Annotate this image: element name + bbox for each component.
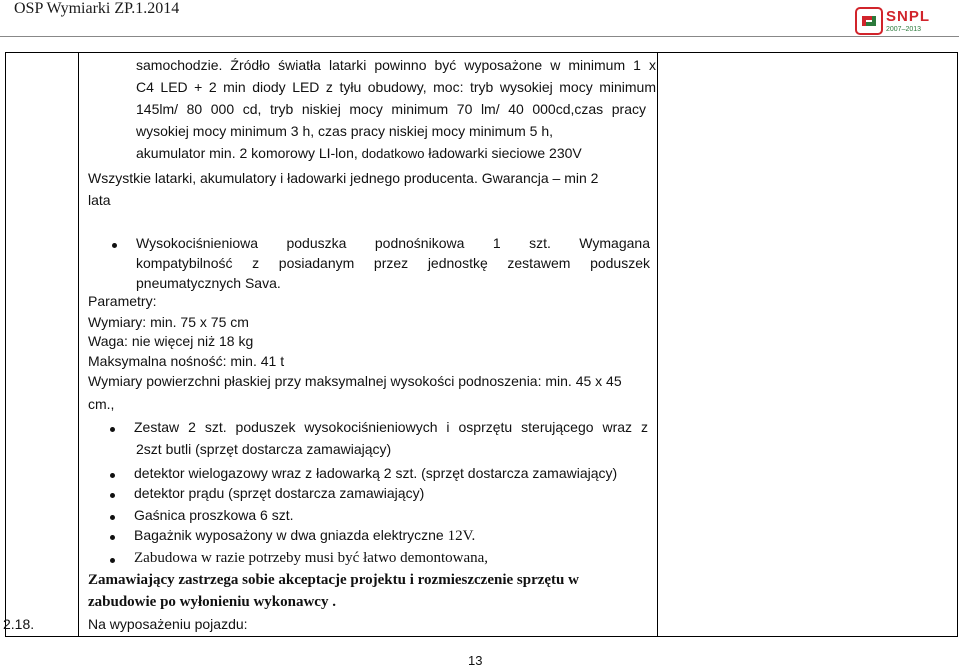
list-item: Zabudowa w razie potrzeby musi być łatwo demontowana, [134, 550, 489, 566]
snpl-logo [855, 6, 941, 36]
list-item: Zestaw 2 szt. poduszek wysokociśnieniowych i osprzętu sterującego wraz z [134, 419, 648, 435]
list-item: detektor wielogazowy wraz z ładowarką 2 szt. (sprzęt dostarcza zamawiający) [134, 465, 618, 481]
list-item: Wysokociśnieniowa poduszka podnośnikowa 1 szt. Wymagana [136, 235, 650, 251]
row-number: 2.18. [3, 616, 35, 632]
list-item: detektor prądu (sprzęt dostarcza zamawiający) [134, 485, 425, 501]
parameter-line: Wymiary powierzchni płaskiej przy maksymalnej wysokości podnoszenia: min. 45 x 45 [88, 373, 622, 389]
spec-line-part: akumulator min. [136, 145, 236, 161]
spec-line-part: 2 komorowy LI-lon, [235, 145, 362, 161]
list-item-part: Bagażnik wyposażony w dwa gniazda elektryczne [134, 527, 448, 543]
page-number: 13 [468, 653, 483, 668]
spec-line: lata [88, 192, 111, 208]
reservation-note: zabudowie po wyłonieniu wykonawcy . [88, 594, 336, 610]
snpl-logo-icon [855, 7, 883, 35]
list-item: Gaśnica proszkowa 6 szt. [134, 507, 294, 523]
column-divider-left [78, 53, 79, 636]
spec-line-part: dodatkowo [361, 146, 425, 161]
spec-line: C4 LED + 2 min diody LED z tyłu obudowy, moc: tryb wysokiej mocy minimum [136, 79, 656, 95]
spec-line: wysokiej mocy minimum 3 h, czas pracy niskiej mocy minimum 5 h, [136, 123, 553, 139]
document-header-title: OSP Wymiarki ZP.1.2014 [14, 0, 180, 17]
list-item-continuation: 2szt butli (sprzęt dostarcza zamawiający) [136, 441, 392, 457]
list-item-part: 12V. [447, 528, 476, 544]
header-divider [0, 36, 959, 37]
parameter-line: Maksymalna nośność: min. 41 t [88, 353, 285, 369]
spec-line: 145lm/ 80 000 cd, tryb niskiej mocy minimum 70 lm/ 40 000cd,czas pracy [136, 101, 646, 117]
column-divider-right [657, 53, 658, 636]
parameter-line: Waga: nie więcej niż 18 kg [88, 333, 254, 349]
spec-line: Wszystkie latarki, akumulatory i ładowarki jednego producenta. Gwarancja – min 2 [88, 170, 599, 186]
logo-years: 2007–2013 [886, 26, 922, 33]
spec-line-part: ładowarki sieciowe 230V [424, 145, 582, 161]
specification-table [5, 52, 958, 637]
list-item [134, 527, 475, 545]
list-item-continuation: pneumatycznych Sava. [136, 275, 281, 291]
reservation-note: Zamawiający zastrzega sobie akceptacje projektu i rozmieszczenie sprzętu w [88, 572, 579, 588]
parameter-line: cm., [88, 396, 115, 412]
logo-name: SNPL [886, 8, 931, 25]
parameter-line: Wymiary: min. 75 x 75 cm [88, 314, 249, 330]
list-item-continuation: kompatybilność z posiadanym przez jednostkę zestawem poduszek [136, 255, 650, 271]
spec-line: samochodzie. Źródło światła latarki powinno być wyposażone w minimum 1 x [136, 57, 656, 73]
row-label: Na wyposażeniu pojazdu: [88, 616, 248, 632]
parameters-label: Parametry: [88, 293, 157, 309]
spec-line [136, 145, 582, 161]
